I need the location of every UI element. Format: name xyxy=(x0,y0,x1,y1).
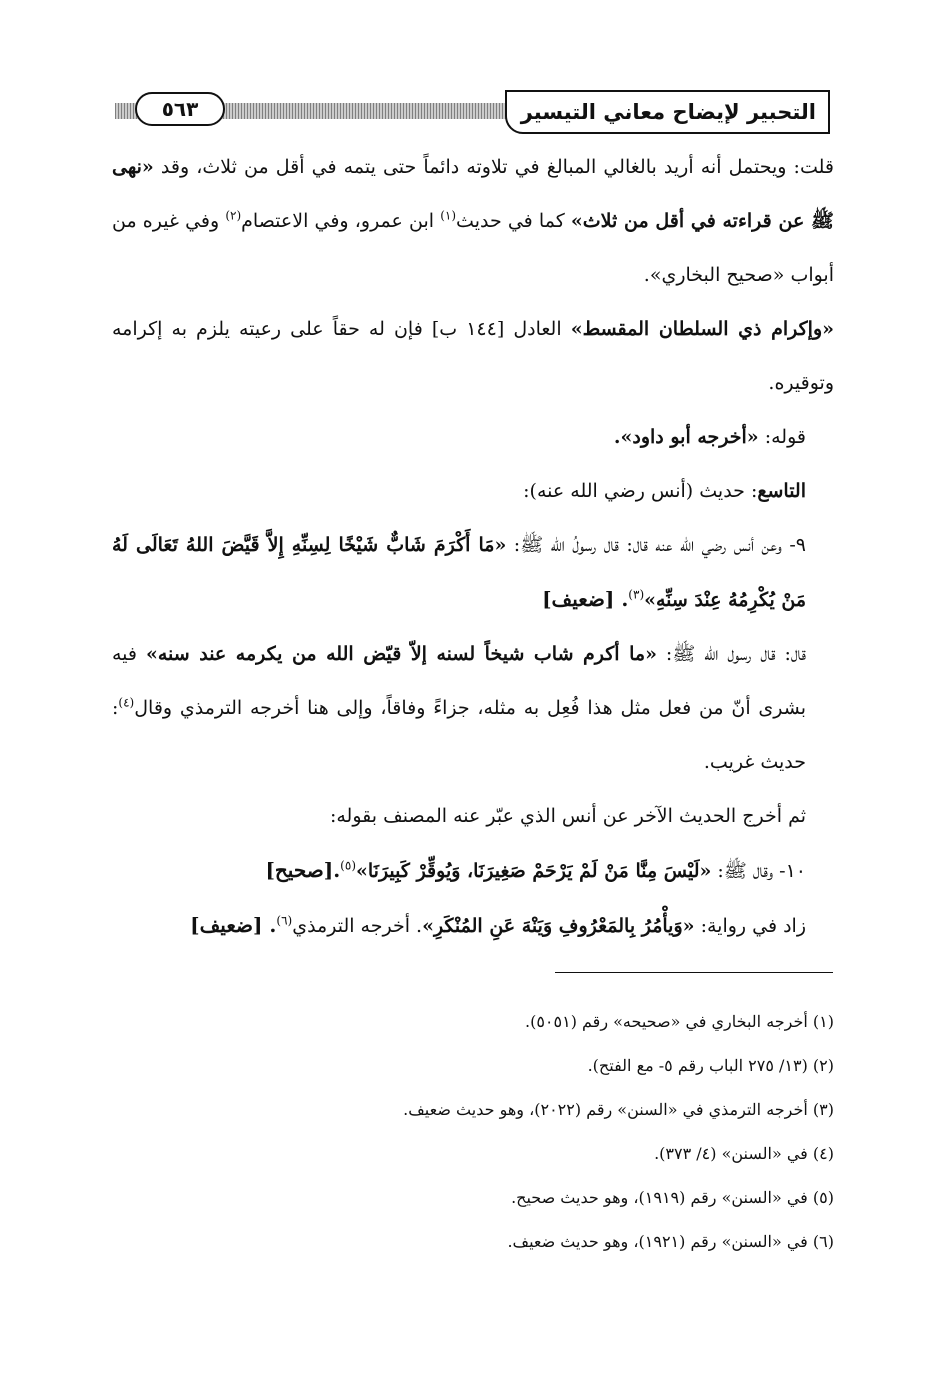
paragraph xyxy=(112,140,834,302)
text-run: زاد في رواية: xyxy=(694,915,806,937)
running-header xyxy=(115,90,830,138)
quoted-phrase: «وإكرام ذي السلطان المقسط» xyxy=(570,318,835,340)
paragraph xyxy=(112,302,834,410)
text-run: ١٠- وقال ﷺ: xyxy=(711,860,806,882)
footnote-divider xyxy=(555,972,833,973)
footnote-ref: (٥) xyxy=(340,858,356,873)
book-title: التحبير لإيضاح معاني التيسير xyxy=(505,90,830,134)
text-run: : حديث (أنس رضي الله عنه): xyxy=(523,480,758,502)
footnote: (١) أخرجه البخاري في «صحيحه» رقم (٥٠٥١). xyxy=(524,1012,834,1031)
text-run: : حديث غريب. xyxy=(112,697,806,773)
text-run: ابن عمرو، وفي الاعتصام xyxy=(241,210,441,232)
footnote-ref: (١) xyxy=(440,208,457,223)
hadith-text: «وَيأْمُرُ بِالمَعْرُوفِ وَيَنْهَ عَنِ المُنْكَرِ» xyxy=(422,915,695,937)
text-line: قلت: ويحتمل أنه أريد بالغالي المبالغ في تلاوته دائماً حتى يتمه في أقل من ثلاث، وقد xyxy=(160,156,834,178)
quoted-phrase: «أخرجه أبو داود». xyxy=(613,426,759,448)
footnote: (٣) أخرجه الترمذي في «السنن» رقم (٢٠٢٢)، وهو حديث ضعيف. xyxy=(403,1100,834,1119)
hadith-text: «مَا أَكْرَمَ شَابٌّ شَيْخًا لِسِنِّهِ إِلاَّ قَيَّضَ اللهُ تَعَالَى لَهُ مَنْ يُكْرِمُهُ عِنْدَ سِنِّهِ» xyxy=(112,534,806,611)
text-run: قوله: xyxy=(758,426,806,448)
section-label: التاسع xyxy=(757,480,806,502)
paragraph xyxy=(112,627,834,789)
text-run: وفي xyxy=(185,210,226,232)
text-run: ٩- وعن أنس رضي الله عنه قال: قال رسولُ الله ﷺ: xyxy=(506,534,806,556)
paragraph xyxy=(112,410,834,464)
main-text xyxy=(112,140,834,953)
text-run: . أخرجه الترمذي xyxy=(292,915,423,937)
quoted-phrase: «ما أكرم شاب شيخاً لسنه إلاّ قيّض الله من يكرمه عند سنه» xyxy=(145,643,657,665)
text-line: وتوقيره. xyxy=(768,372,834,394)
page-number: ٥٦٣ xyxy=(135,92,225,126)
text-run: كما في حديث xyxy=(456,210,571,232)
text-run: قال: قال رسول الله ﷺ: xyxy=(656,643,806,665)
footnote-ref: (٣) xyxy=(628,587,645,602)
footnote: (٤) في «السنن» (٤/ ٣٧٣). xyxy=(654,1144,834,1163)
footnotes xyxy=(112,1000,834,1264)
footnote: (٦) في «السنن» رقم (١٩٢١)، وهو حديث ضعيف. xyxy=(507,1232,834,1251)
footnote: (٢) (١٣/ ٢٧٥ الباب رقم ٥- مع الفتح). xyxy=(587,1056,834,1075)
text-run: العادل [١٤٤ ب] فإن له حقاً على رعيته يلزم به إكرامه xyxy=(112,318,571,340)
hadith-paragraph xyxy=(112,898,834,953)
quoted-phrase: «نهى ﷺ عن قراءته في أقل من ثلاث» xyxy=(112,156,834,232)
text-line: غيره من أبواب «صحيح البخاري». xyxy=(112,210,834,286)
hadith-grade: . [ضعيف] xyxy=(190,913,277,937)
hadith-grade: . [ضعيف] xyxy=(542,587,629,611)
footnote-ref: (٤) xyxy=(118,695,135,710)
hadith-grade: .[صحيح] xyxy=(265,858,341,882)
paragraph xyxy=(112,789,834,843)
hadith-text: «لَيْسَ مِنَّا مَنْ لَمْ يَرْحَمْ صَغِيرَنَا، وَيُوقِّرْ كَبِيرَنَا» xyxy=(356,860,712,882)
text-run: ثم أخرج الحديث الآخر عن أنس الذي عبّر عنه المصنف بقوله: xyxy=(329,805,806,827)
text-run: فيه بشرى أنّ من فعل مثل هذا فُعِل به مثله، جزاءً وفاقاً، وإلى هنا أخرجه الترمذي وقال xyxy=(112,643,806,719)
footnote-ref: (٢) xyxy=(225,208,242,223)
paragraph xyxy=(112,464,834,518)
footnote-ref: (٦) xyxy=(276,913,293,928)
hadith-paragraph xyxy=(112,518,834,627)
footnote: (٥) في «السنن» رقم (١٩١٩)، وهو حديث صحيح. xyxy=(511,1188,834,1207)
hadith-paragraph xyxy=(112,843,834,898)
